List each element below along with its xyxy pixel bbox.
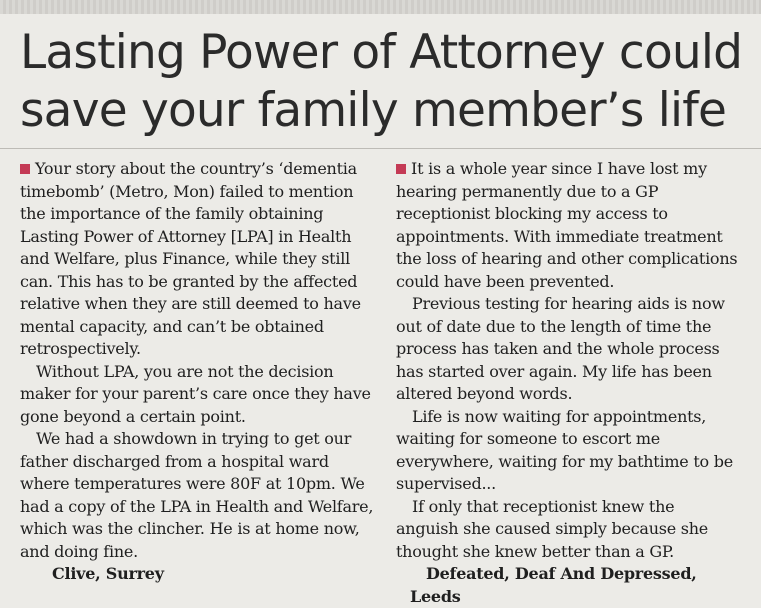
letter-paragraph [396, 158, 741, 293]
bullet-square-icon [20, 164, 30, 174]
letter-paragraph [20, 158, 382, 361]
divider [0, 148, 761, 149]
letter-paragraph: Life is now waiting for appointments, waiting for someone to escort me everywhere, waiting for my bathtime to be supervised... [396, 406, 733, 493]
paragraph-text: Your story about the country’s ‘dementia timebomb’ (Metro, Mon) failed to mention the importance of the family obtaining Lasting Power of Attorney [LPA] in Health and Welfare, plus Finance, while they still can. This has to be granted by the affected relative when they are still deemed to have mental capacity, and can’t be obtained retrospectively. [20, 159, 361, 358]
letter-signature: Defeated, Deaf And Depressed, Leeds [410, 564, 697, 606]
letter-clive [20, 158, 382, 586]
paragraph-text: It is a whole year since I have lost my hearing permanently due to a GP receptionist blocking my access to appointments. With immediate treatment the loss of hearing and other complications could have been prevented. [396, 159, 738, 291]
letter-paragraph: We had a showdown in trying to get our father discharged from a hospital ward where temperatures were 80F at 10pm. We had a copy of the LPA in Health and Welfare, which was the clincher. He is at home now, and doing fine. [20, 429, 374, 561]
letter-paragraph: Previous testing for hearing aids is now out of date due to the length of time the process has taken and the whole process has started over again. My life has been altered beyond words. [396, 294, 725, 403]
letter-paragraph: If only that receptionist knew the anguish she caused simply because she thought she knew better than a GP. [396, 496, 708, 561]
headline: Lasting Power of Attorney could save your family member’s life [20, 25, 743, 138]
letter-leeds [396, 158, 741, 608]
letter-paragraph: Without LPA, you are not the decision maker for your parent’s care once they have gone beyond a certain point. [20, 361, 371, 426]
top-band [0, 0, 761, 14]
letter-signature: Clive, Surrey [52, 564, 164, 583]
bullet-square-icon [396, 164, 406, 174]
